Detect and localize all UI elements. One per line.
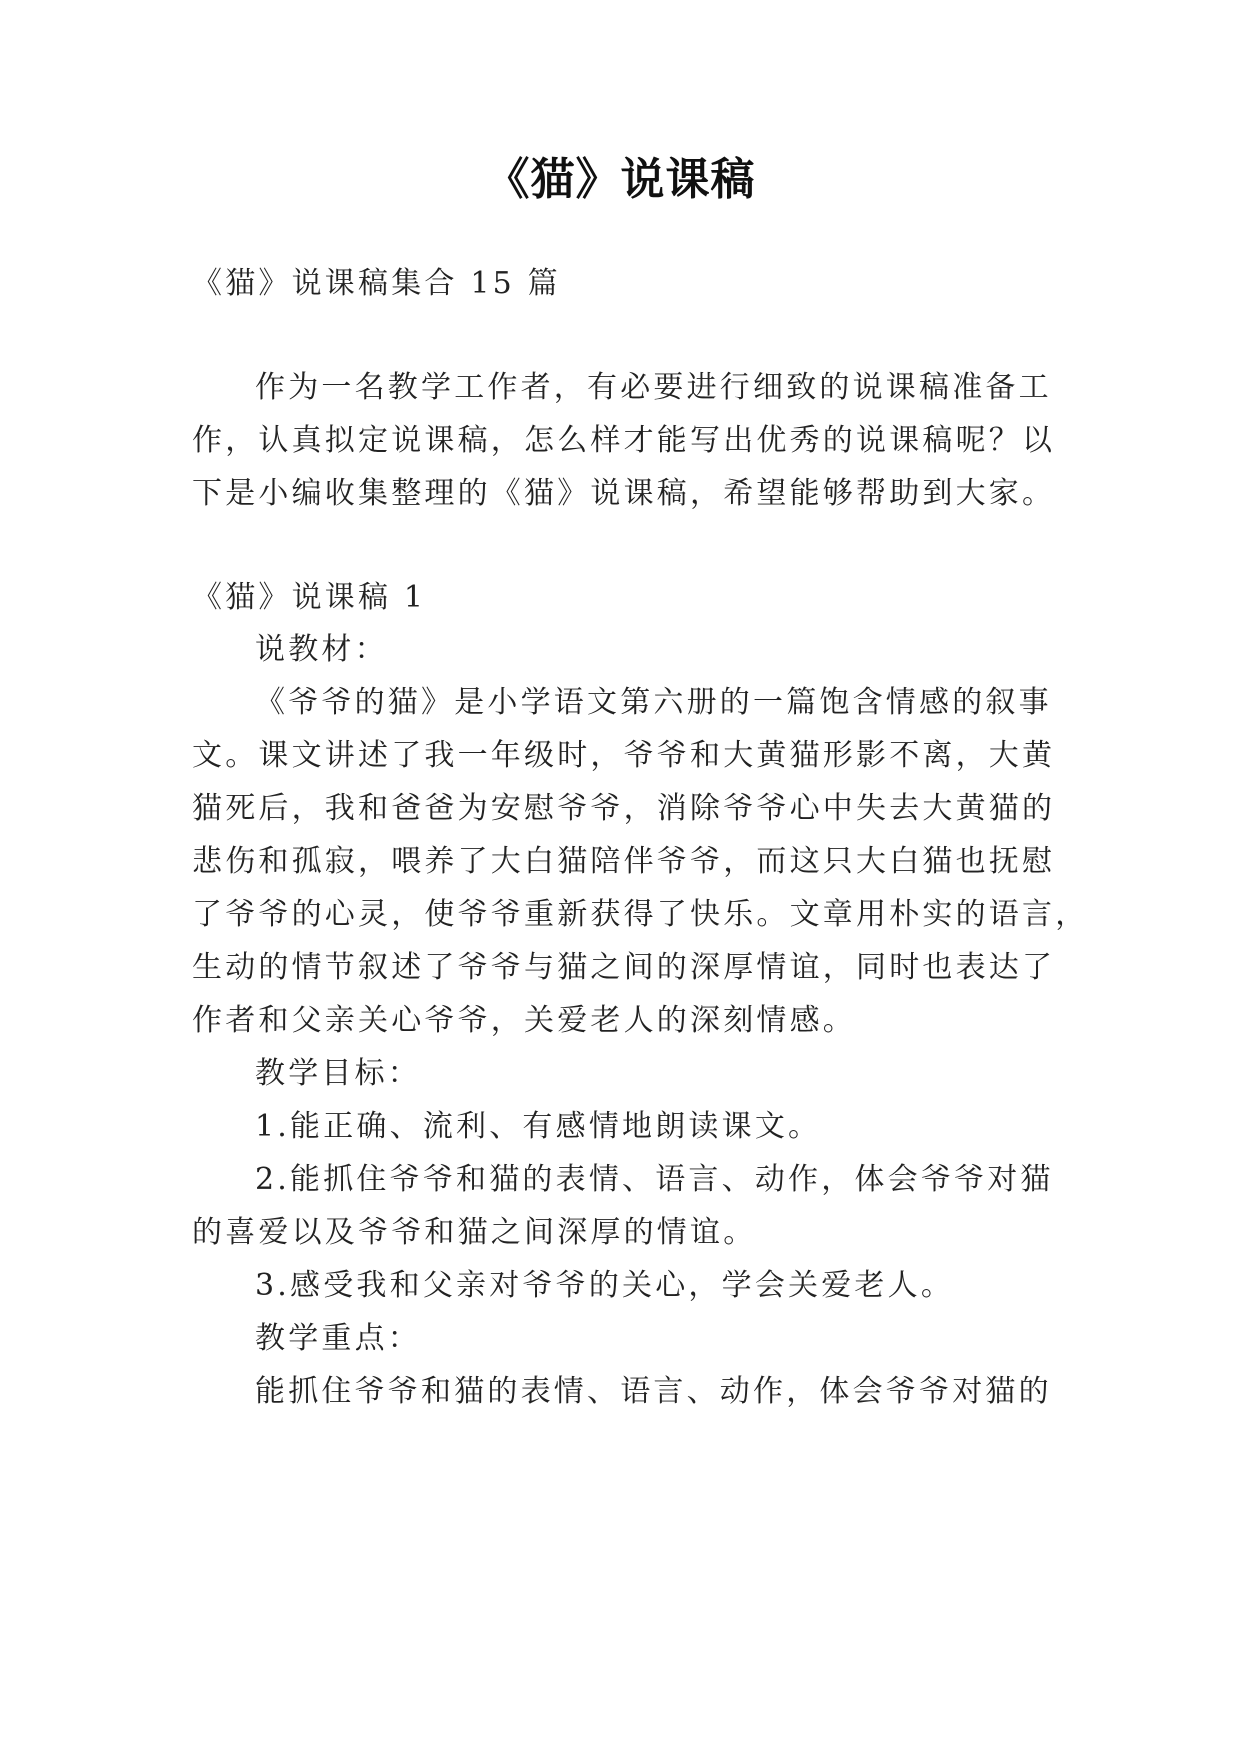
goal-line-3: 的喜爱以及爷爷和猫之间深厚的情谊。 <box>192 1215 757 1250</box>
focus-line-1: 能抓住爷爷和猫的表情、语言、动作，体会爷爷对猫的 <box>255 1374 1052 1409</box>
page-title: 《猫》说课稿 <box>485 154 756 205</box>
textbook-line-6: 生动的情节叙述了爷爷与猫之间的深厚情谊，同时也表达了 <box>192 950 1056 985</box>
textbook-line-3: 猫死后，我和爸爸为安慰爷爷，消除爷爷心中失去大黄猫的 <box>192 791 1056 826</box>
textbook-heading: 说教材： <box>255 632 388 667</box>
goal-line-2: 2.能抓住爷爷和猫的表情、语言、动作，体会爷爷对猫 <box>255 1162 1054 1197</box>
focus-heading: 教学重点： <box>255 1321 421 1356</box>
textbook-line-7: 作者和父亲关心爷爷，关爱老人的深刻情感。 <box>192 1003 856 1038</box>
intro-line-3: 下是小编收集整理的《猫》说课稿，希望能够帮助到大家。 <box>192 476 1056 511</box>
section-heading: 《猫》说课稿 1 <box>192 580 427 615</box>
goal-line-4: 3.感受我和父亲对爷爷的关心，学会关爱老人。 <box>255 1268 955 1303</box>
goals-heading: 教学目标： <box>255 1056 421 1091</box>
textbook-line-1: 《爷爷的猫》是小学语文第六册的一篇饱含情感的叙事 <box>255 685 1052 720</box>
goal-line-1: 1.能正确、流利、有感情地朗读课文。 <box>255 1109 822 1144</box>
textbook-line-4: 悲伤和孤寂，喂养了大白猫陪伴爷爷，而这只大白猫也抚慰 <box>192 844 1056 879</box>
textbook-line-2: 文。课文讲述了我一年级时，爷爷和大黄猫形影不离，大黄 <box>192 738 1056 773</box>
intro-line-2: 作，认真拟定说课稿，怎么样才能写出优秀的说课稿呢？以 <box>192 423 1056 458</box>
textbook-line-5: 了爷爷的心灵，使爷爷重新获得了快乐。文章用朴实的语言， <box>192 897 1089 932</box>
intro-line-1: 作为一名教学工作者，有必要进行细致的说课稿准备工 <box>255 370 1052 405</box>
document-subtitle: 《猫》说课稿集合 15 篇 <box>192 266 561 301</box>
